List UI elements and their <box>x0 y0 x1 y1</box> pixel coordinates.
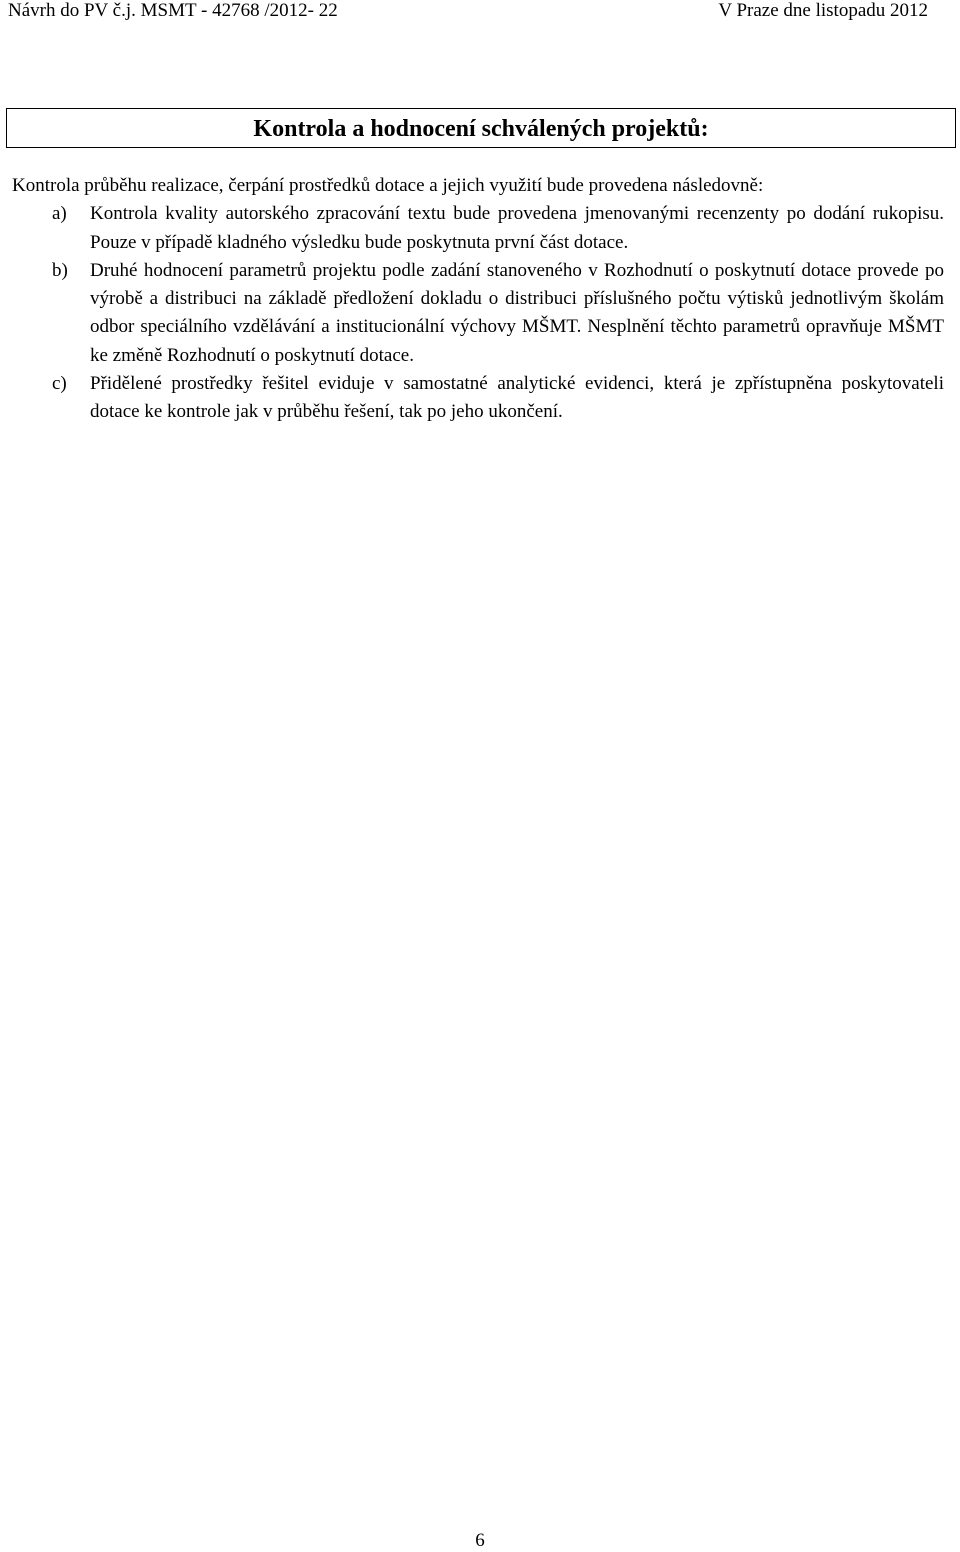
control-steps-list <box>12 200 944 426</box>
list-item <box>12 370 944 427</box>
page-number: 6 <box>475 1530 485 1551</box>
list-item <box>12 257 944 370</box>
intro-paragraph: Kontrola průběhu realizace, čerpání prostředků dotace a jejich využití bude provedena následovně: <box>12 175 764 196</box>
list-item <box>12 200 944 257</box>
list-marker: a) <box>52 203 67 225</box>
list-marker: c) <box>52 373 67 395</box>
list-item-text: Přidělené prostředky řešitel eviduje v samostatné analytické evidenci, která je zpřístupněna poskytovateli dotace ke kontrole jak v průběhu řešení, tak po jeho ukončení. <box>90 373 944 423</box>
section-title: Kontrola a hodnocení schválených projektů: <box>6 108 956 148</box>
document-date: V Praze dne listopadu 2012 <box>718 0 928 21</box>
document-reference: Návrh do PV č.j. MSMT - 42768 /2012- 22 <box>8 0 338 21</box>
list-item-text: Druhé hodnocení parametrů projektu podle zadání stanoveného v Rozhodnutí o poskytnutí dotace provede po výrobě a distribuci na základě předložení dokladu o distribuci příslušného počtu výtisků jednotlivým školám odbor speciálního vzdělávání a institucionální výchovy MŠMT. Nesplnění těchto parametrů opravňuje MŠMT ke změně Rozhodnutí o poskytnutí dotace. <box>90 259 944 366</box>
list-item-text: Kontrola kvality autorského zpracování textu bude provedena jmenovanými recenzenty po dodání rukopisu. Pouze v případě kladného výsledku bude poskytnuta první část dotace. <box>90 203 944 253</box>
document-body <box>12 172 944 427</box>
page-header <box>8 0 928 22</box>
list-marker: b) <box>52 259 68 281</box>
